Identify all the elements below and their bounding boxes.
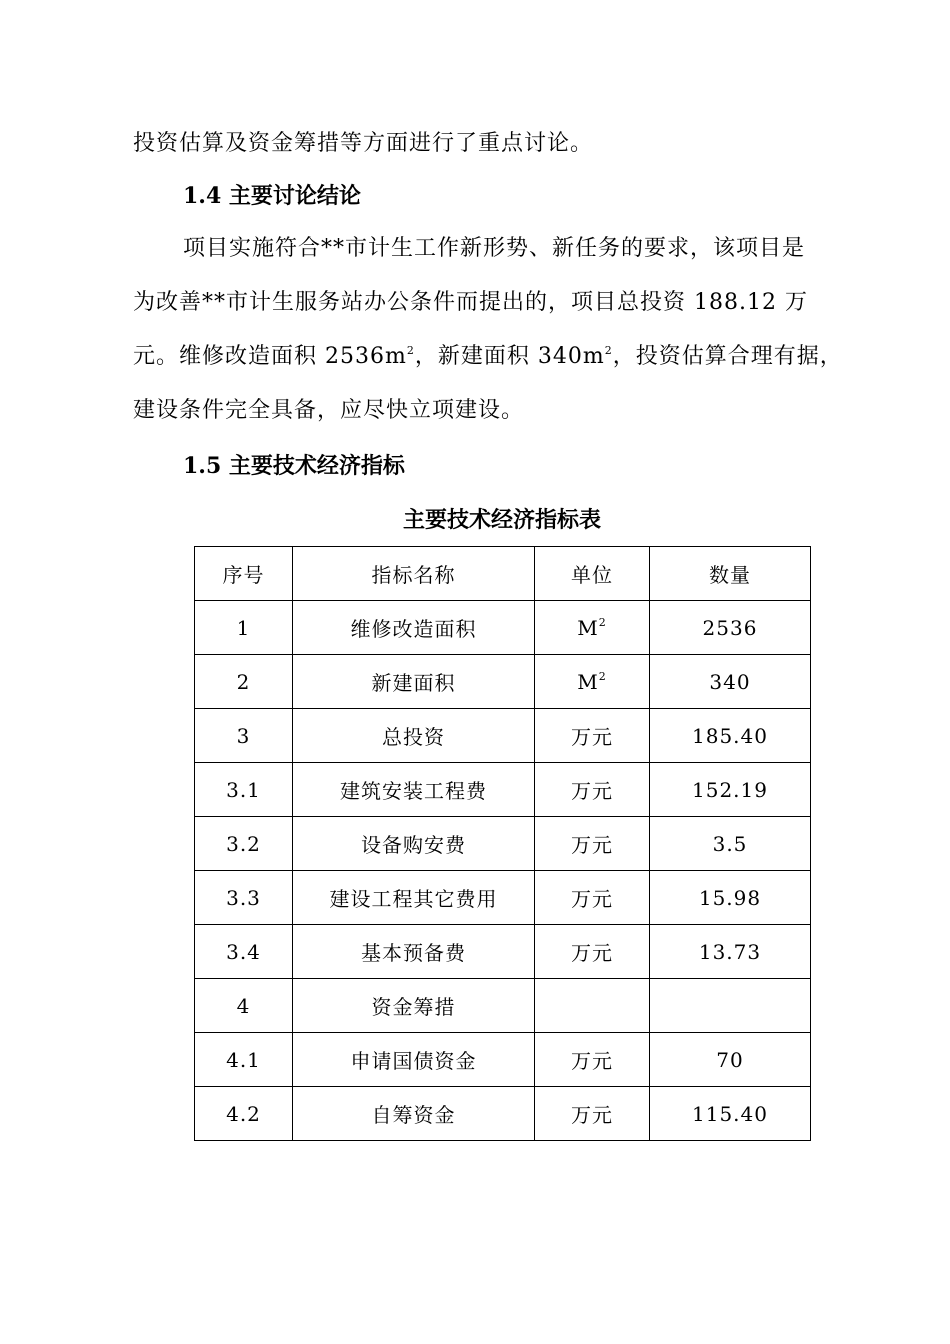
cell-name: 建设工程其它费用 xyxy=(293,871,535,925)
unit-text: 万元 xyxy=(571,1103,613,1127)
paragraph-text: 元。维修改造面积 2536m xyxy=(133,344,407,369)
cell-no: 2 xyxy=(195,655,293,709)
table-row xyxy=(195,601,811,655)
unit-superscript: 2 xyxy=(598,615,607,629)
paragraph-line: 建设条件完全具备，应尽快立项建设。 xyxy=(133,398,525,423)
cell-unit xyxy=(535,925,650,979)
cell-qty: 15.98 xyxy=(650,871,811,925)
cell-name: 自筹资金 xyxy=(293,1087,535,1141)
cell-unit xyxy=(535,1033,650,1087)
table-row xyxy=(195,655,811,709)
unit-text: 万元 xyxy=(571,725,613,749)
unit-text: 万元 xyxy=(571,941,613,965)
unit-text: 万元 xyxy=(571,887,613,911)
cell-qty: 115.40 xyxy=(650,1087,811,1141)
table-row xyxy=(195,763,811,817)
cell-no: 4.1 xyxy=(195,1033,293,1087)
header-cell-name: 指标名称 xyxy=(293,547,535,601)
superscript: 2 xyxy=(406,344,415,357)
cell-name: 基本预备费 xyxy=(293,925,535,979)
table-row xyxy=(195,925,811,979)
cell-qty: 340 xyxy=(650,655,811,709)
cell-name: 设备购安费 xyxy=(293,817,535,871)
cell-name: 总投资 xyxy=(293,709,535,763)
cell-qty: 3.5 xyxy=(650,817,811,871)
section-1-4-heading: 1.4 主要讨论结论 xyxy=(183,183,361,209)
cell-unit xyxy=(535,763,650,817)
header-cell-unit: 单位 xyxy=(535,547,650,601)
table-title: 主要技术经济指标表 xyxy=(402,507,601,533)
cell-qty: 2536 xyxy=(650,601,811,655)
paragraph-line: 为改善**市计生服务站办公条件而提出的，项目总投资 188.12 万 xyxy=(133,290,808,315)
cell-name: 新建面积 xyxy=(293,655,535,709)
intro-line: 投资估算及资金筹措等方面进行了重点讨论。 xyxy=(133,131,594,156)
cell-name: 申请国债资金 xyxy=(293,1033,535,1087)
table-header-row xyxy=(195,547,811,601)
cell-unit xyxy=(535,817,650,871)
cell-unit xyxy=(535,655,650,709)
unit-text: M xyxy=(577,615,599,640)
cell-no: 3.4 xyxy=(195,925,293,979)
unit-text: 万元 xyxy=(571,779,613,803)
table-row xyxy=(195,817,811,871)
cell-qty: 185.40 xyxy=(650,709,811,763)
cell-unit xyxy=(535,979,650,1033)
cell-qty: 13.73 xyxy=(650,925,811,979)
table-row xyxy=(195,709,811,763)
cell-no: 3.3 xyxy=(195,871,293,925)
cell-no: 3 xyxy=(195,709,293,763)
superscript: 2 xyxy=(604,344,613,357)
cell-unit xyxy=(535,1087,650,1141)
table-row xyxy=(195,1033,811,1087)
cell-name: 资金筹措 xyxy=(293,979,535,1033)
paragraph-line xyxy=(133,330,873,384)
cell-unit xyxy=(535,871,650,925)
unit-superscript: 2 xyxy=(598,669,607,683)
paragraph-text: ，投资估算合理有据， xyxy=(612,344,843,369)
cell-name: 建筑安装工程费 xyxy=(293,763,535,817)
section-1-4-paragraph xyxy=(133,222,873,438)
cell-no: 4.2 xyxy=(195,1087,293,1141)
section-1-5-heading: 1.5 主要技术经济指标 xyxy=(183,453,405,479)
cell-qty: 152.19 xyxy=(650,763,811,817)
cell-no: 4 xyxy=(195,979,293,1033)
cell-qty xyxy=(650,979,811,1033)
cell-no: 3.1 xyxy=(195,763,293,817)
indicators-table xyxy=(194,546,811,1141)
table-row xyxy=(195,871,811,925)
table-row xyxy=(195,979,811,1033)
cell-qty: 70 xyxy=(650,1033,811,1087)
unit-text: M xyxy=(577,669,599,694)
header-cell-qty: 数量 xyxy=(650,547,811,601)
unit-text: 万元 xyxy=(571,1049,613,1073)
paragraph-line: 项目实施符合**市计生工作新形势、新任务的要求，该项目是 xyxy=(183,236,806,261)
intro-paragraph xyxy=(133,117,873,171)
table-row xyxy=(195,1087,811,1141)
header-cell-no: 序号 xyxy=(195,547,293,601)
unit-text: 万元 xyxy=(571,833,613,857)
paragraph-text: ，新建面积 340m xyxy=(414,344,605,369)
cell-no: 1 xyxy=(195,601,293,655)
cell-name: 维修改造面积 xyxy=(293,601,535,655)
cell-unit xyxy=(535,601,650,655)
cell-unit xyxy=(535,709,650,763)
cell-no: 3.2 xyxy=(195,817,293,871)
